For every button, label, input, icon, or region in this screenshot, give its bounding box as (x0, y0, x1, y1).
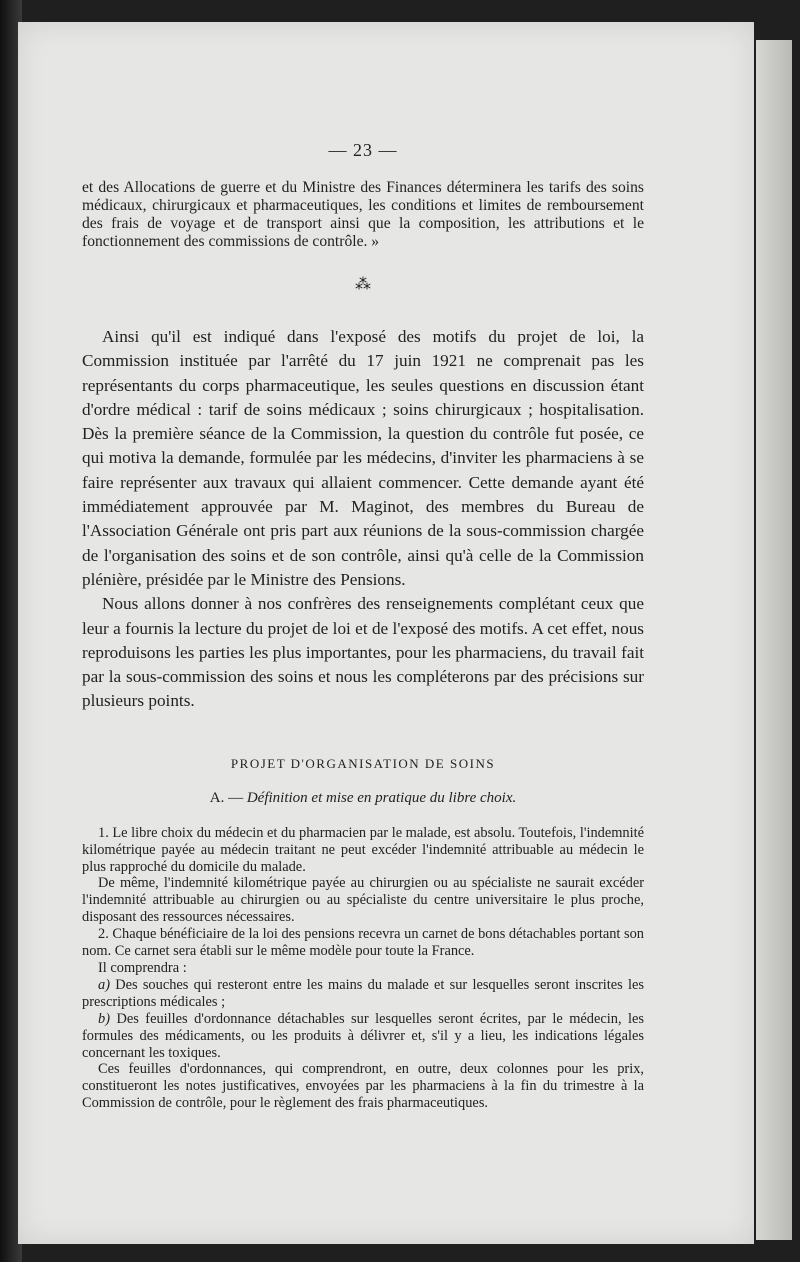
body-paragraph: Nous allons donner à nos confrères des renseignements complétant ceux que leur a fournis la lecture du projet de loi et de l'exposé des motifs. A cet effet, nous reproduisons les parties les plus importantes, pour les pharmaciens, du travail fait par la sous-commission des soins et nous les compléterons par des précisions sur plusieurs points. (82, 594, 644, 711)
small-paragraph: De même, l'indemnité kilométrique payée au chirurgien ou au spécialiste ne saurait excéder l'indemnité attribuable au chirurgien ou au spécialiste du centre universitaire le plus proche, disposant des ressources nécessaires. (82, 875, 644, 926)
body-text (82, 325, 644, 714)
section-title: PROJET D'ORGANISATION DE SOINS (230, 755, 496, 771)
small-paragraph: 1. Le libre choix du médecin et du pharmacien par le malade, est absolu. Toutefois, l'indemnité kilométrique payée au médecin traitant ne peut excéder l'indemnité attribuable au médecin le plus rapproché du domicile du malade. (82, 824, 644, 875)
section-separator: ⁂ (355, 276, 371, 293)
small-text-block (82, 825, 644, 1112)
list-item (82, 1011, 644, 1062)
page-content (82, 140, 644, 1112)
body-paragraph: Ainsi qu'il est indiqué dans l'exposé des motifs du projet de loi, la Commission instituée par l'arrêté du 17 juin 1921 ne comprenait pas les représentants du corps pharmaceutique, les seules questions en discussion étant d'ordre médical : tarif de soins médicaux ; soins chirurgicaux ; hospitalisation. Dès la première séance de la Commission, la question du contrôle fut posée, ce qui motiva la demande, formulée par les médecins, d'inviter les pharmaciens à se faire représenter aux travaux qui allaient commencer. Cette demande ayant été immédiatement approuvée par M. Maginot, des membres du Bureau de l'Association Générale ont pris part aux réunions de la sous-commission chargée de l'organisation des soins et de son contrôle, ainsi qu'à celle de la Commission plénière, présidée par le Ministre des Pensions. (82, 327, 644, 589)
subsection-heading (82, 790, 644, 807)
page-number: — 23 — (328, 140, 398, 160)
small-paragraph: Ces feuilles d'ordonnances, qui comprendront, en outre, deux colonnes pour les prix, constitueront les notes justificatives, envoyées par les pharmaciens à la fin du trimestre à la Commission de contrôle, pour le règlement des frais pharmaceutiques. (82, 1061, 644, 1112)
subsection-prefix: A. — (209, 789, 247, 806)
page-edge (756, 40, 792, 1240)
small-paragraph: Il comprendra : (98, 960, 187, 976)
continued-paragraph: et des Allocations de guerre et du Ministre des Finances déterminera les tarifs des soins médicaux, chirurgicaux et pharmaceutiques, les conditions et limites de remboursement des frais de voyage et de transport ainsi que la composition, les attributions et le fonctionnement des commissions de contrôle. » (82, 179, 644, 250)
list-item-text: Des souches qui resteront entre les mains du malade et sur lesquelles seront inscrites les prescriptions médicales ; (82, 976, 644, 1010)
list-item-text: Des feuilles d'ordonnance détachables sur lesquelles seront écrites, par le médecin, les formules des médicaments, ou les produits à délivrer et, s'il y a lieu, les indications légales concernant les toxiques. (82, 1010, 644, 1061)
list-item-label: b) (98, 1010, 110, 1027)
small-paragraph: 2. Chaque bénéficiaire de la loi des pensions recevra un carnet de bons détachables portant son nom. Ce carnet sera établi sur le même modèle pour toute la France. (82, 926, 644, 960)
subsection-title: Définition et mise en pratique du libre choix. (246, 789, 517, 806)
list-item (82, 977, 644, 1011)
list-item-label: a) (98, 976, 110, 993)
